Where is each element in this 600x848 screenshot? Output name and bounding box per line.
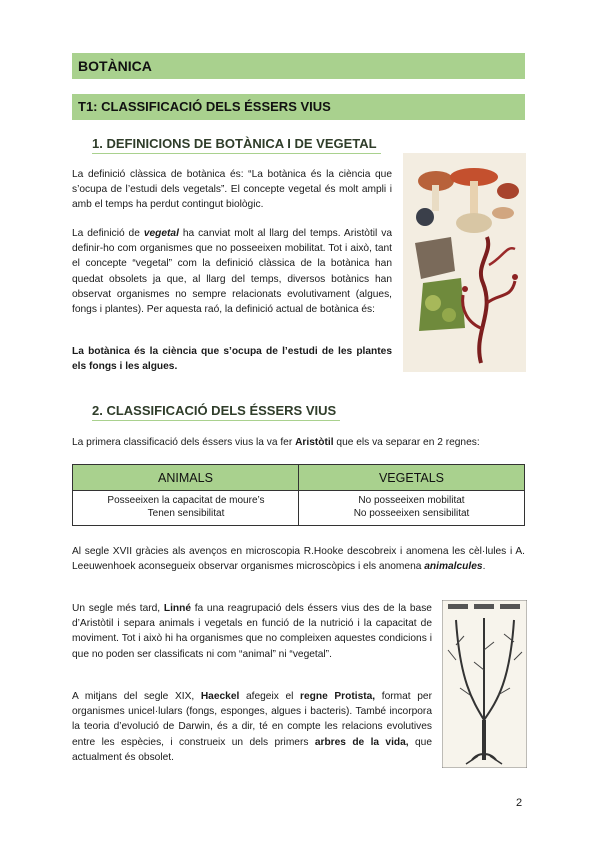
- table-cell-vegetals: No posseeixen mobilitat No posseeixen sensibilitat: [353, 495, 470, 519]
- section1-paragraph2: La definició de vegetal ha canviat molt al llarg del temps. Aristòtil va definir-ho com organismes que no posseeixen mobilitat. Tot i això, tant el concepte “vegetal” com la definició clàssica de la botànica han quedat obsolets ja que, al llarg del temps, diversos botànics han observat organismes no sempre relacionats evolutivament (algues, fongs i plantes). Per aquesta raó, la definició actual de botànica és:: [72, 228, 392, 316]
- section2-title: 2. CLASSIFICACIÓ DELS ÉSSERS VIUS: [92, 402, 340, 421]
- section1-definition: La botànica és la ciència que s’ocupa de l’estudi de les plantes els fongs i les algues.: [72, 346, 392, 373]
- page-number: 2: [516, 797, 523, 809]
- section2-paragraph-linne: Un segle més tard, Linné fa una reagrupació dels éssers vius des de la base d’Aristòtil i separa animals i vegetals en funció de la nutrició i la capacitat de moviment. Tot i això hi ha organismes que no compleixen aquestes condicions i que no poden ser classificats ni com “animal” ni “vegetal”.: [72, 603, 432, 660]
- topic-header: T1: CLASSIFICACIÓ DELS ÉSSERS VIUS: [72, 94, 525, 120]
- haeckel-tree-illustration: [442, 600, 527, 768]
- vegetal-term: vegetal: [143, 228, 179, 239]
- tree-of-life-term: arbres de la vida,: [314, 736, 409, 748]
- section1-paragraph1: La definició clàssica de botànica és: “La botànica és la ciència que s’ocupa de l’estudi dels vegetals”. El concepte vegetal és molt ampli i amb el temps ha perdut contingut biològic.: [72, 169, 392, 211]
- section1-title: 1. DEFINICIONS DE BOTÀNICA I DE VEGETAL: [92, 135, 381, 154]
- haeckel-term: Haeckel: [200, 691, 240, 702]
- linne-term: Linné: [163, 603, 192, 614]
- animalcules-term: animalcules: [424, 561, 483, 573]
- table-cell-animals: Posseeixen la capacitat de moure’s Tenen sensibilitat: [107, 495, 265, 519]
- table-header-vegetals: VEGETALS: [378, 471, 445, 485]
- table-header-animals: ANIMALS: [73, 465, 299, 491]
- subject-header: BOTÀNICA: [72, 53, 525, 79]
- section2-paragraph-microscopy: Al segle XVII gràcies als avenços en microscopia R.Hooke descobreix i anomena les cèl·lules i A. Leeuwenhoek aconsegueix observar organismes microscòpics i els anomena animalcules.: [72, 546, 525, 573]
- section2-intro: La primera classificació dels éssers vius la va fer Aristòtil que els va separar en 2 regnes:: [72, 437, 480, 448]
- section2-paragraph-haeckel: A mitjans del segle XIX, Haeckel afegeix el regne Protista, format per organismes unicel·lulars (fongs, esponges, algues i bacteris). També incorpora la teoria d’evolució de Darwin, és a dir, té en compte les relacions evolutives entre les espècies, i construeix un dels primers arbres de la vida, que actualment és obsolet.: [72, 691, 432, 763]
- aristotil-term: Aristòtil: [295, 437, 334, 448]
- botanical-illustration: [403, 153, 526, 372]
- kingdoms-table: [72, 464, 525, 526]
- protista-term: regne Protista,: [300, 691, 376, 702]
- table-header-row: [73, 465, 524, 491]
